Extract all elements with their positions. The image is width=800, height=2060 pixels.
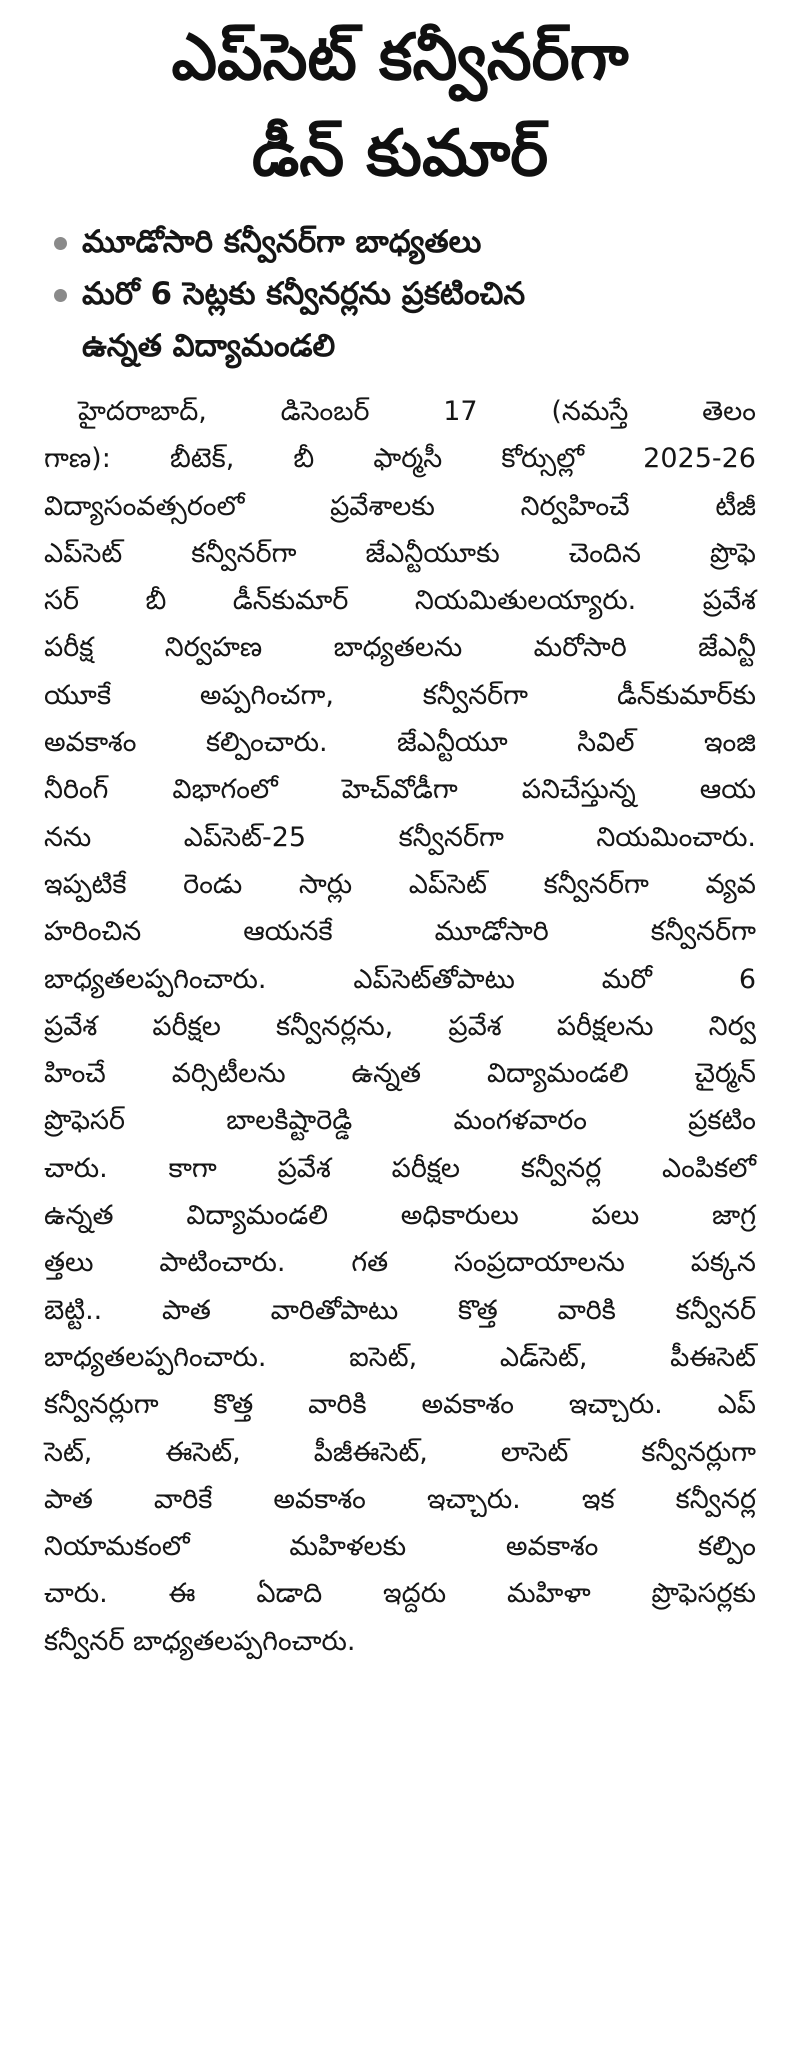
body-line: హించే వర్సిటీలను ఉన్నత విద్యామండలి చైర్మన్‌ — [44, 1058, 756, 1090]
body-line: త్తలు పాటించారు. గత సంప్రదాయాలను పక్కన — [44, 1247, 756, 1279]
body-line: కన్వీనర్‌ బాధ్యతలప్పగించారు. — [44, 1625, 356, 1657]
body-line: హరించిన ఆయనకే మూడోసారి కన్వీనర్‌గా — [44, 916, 756, 948]
body-line: కన్వీనర్లుగా కొత్త వారికి అవకాశం ఇచ్చారు. ఎప్‌ — [44, 1389, 756, 1421]
body-line: సర్‌ బీ డీన్‌కుమార్‌ నియమితులయ్యారు. ప్రవేశ — [44, 585, 756, 617]
body-line: బాధ్యతలప్పగించారు. ఎప్‌సెట్‌తోపాటు మరో 6 — [44, 963, 756, 995]
body-line: బాధ్యతలప్పగించారు. ఐసెట్‌, ఎడ్‌సెట్‌, పీఈసెట్‌ — [44, 1341, 756, 1373]
body-line: ప్రొఫెసర్‌ బాలకిష్టారెడ్డి మంగళవారం ప్రకటిం — [44, 1105, 756, 1137]
highlight-text: మరో 6 సెట్లకు కన్వీనర్లను ప్రకటించిన — [82, 276, 526, 312]
bullet-icon — [54, 237, 67, 250]
body-line: చారు. కాగా ప్రవేశ పరీక్షల కన్వీనర్ల ఎంపికలో — [44, 1152, 756, 1184]
headline-line-1: ఎప్‌సెట్‌ కన్వీనర్‌గా — [171, 21, 629, 95]
body-line: నను ఎప్‌సెట్‌-25 కన్వీనర్‌గా నియమించారు. — [44, 821, 756, 853]
body-line: ఇప్పటికే రెండు సార్లు ఎప్‌సెట్‌ కన్వీనర్‌గా వ్యవ — [44, 868, 756, 900]
body-line: ఎప్‌సెట్‌ కన్వీనర్‌గా జేఎన్టీయూకు చెందిన ప్రొఫె — [44, 537, 756, 569]
article-body — [44, 388, 756, 1665]
body-line: పరీక్ష నిర్వహణ బాధ్యతలను మరోసారి జేఎన్టీ — [44, 632, 756, 664]
body-line: పాత వారికే అవకాశం ఇచ్చారు. ఇక కన్వీనర్ల — [44, 1483, 756, 1515]
headline — [44, 10, 756, 202]
body-line: ప్రవేశ పరీక్షల కన్వీనర్లను, ప్రవేశ పరీక్షలను నిర్వ — [44, 1010, 756, 1042]
body-line: సెట్‌, ఈసెట్‌, పీజీఈసెట్‌, లాసెట్‌ కన్వీనర్లుగా — [44, 1436, 756, 1468]
body-line: హైదరాబాద్‌, డిసెంబర్‌ 17 (నమస్తే తెలం — [78, 396, 756, 427]
highlight-text-continued: ఉన్నత విద్యామండలి — [82, 328, 336, 364]
body-line: చారు. ఈ ఏడాది ఇద్దరు మహిళా ప్రొఫెసర్లకు — [44, 1578, 756, 1610]
highlights-list — [44, 216, 756, 372]
headline-line-2: డీన్‌ కుమార్‌ — [251, 117, 549, 191]
highlight-text: మూడోసారి కన్వీనర్‌గా బాధ్యతలు — [82, 224, 482, 260]
body-line: ఉన్నత విద్యామండలి అధికారులు పలు జాగ్ర — [44, 1200, 756, 1232]
body-line: నియామకంలో మహిళలకు అవకాశం కల్పిం — [44, 1531, 756, 1563]
body-line: యూకే అప్పగించగా, కన్వీనర్‌గా డీన్‌కుమార్‌కు — [44, 679, 756, 711]
body-line: నీరింగ్‌ విభాగంలో హెచ్‌వోడీగా పనిచేస్తున్న ఆయ — [44, 774, 756, 806]
body-line: అవకాశం కల్పించారు. జేఎన్టీయూ సివిల్‌ ఇంజి — [44, 727, 756, 759]
bullet-icon — [54, 289, 67, 302]
highlight-item — [44, 216, 756, 268]
body-line: విద్యాసంవత్సరంలో ప్రవేశాలకు నిర్వహించే టీజీ — [44, 490, 756, 522]
body-line: బెట్టి.. పాత వారితోపాటు కొత్త వారికి కన్వీనర్‌ — [44, 1294, 756, 1326]
highlight-item — [44, 268, 756, 372]
body-line: గాణ): బీటెక్‌, బీ ఫార్మసీ కోర్సుల్లో 2025-26 — [44, 443, 756, 475]
